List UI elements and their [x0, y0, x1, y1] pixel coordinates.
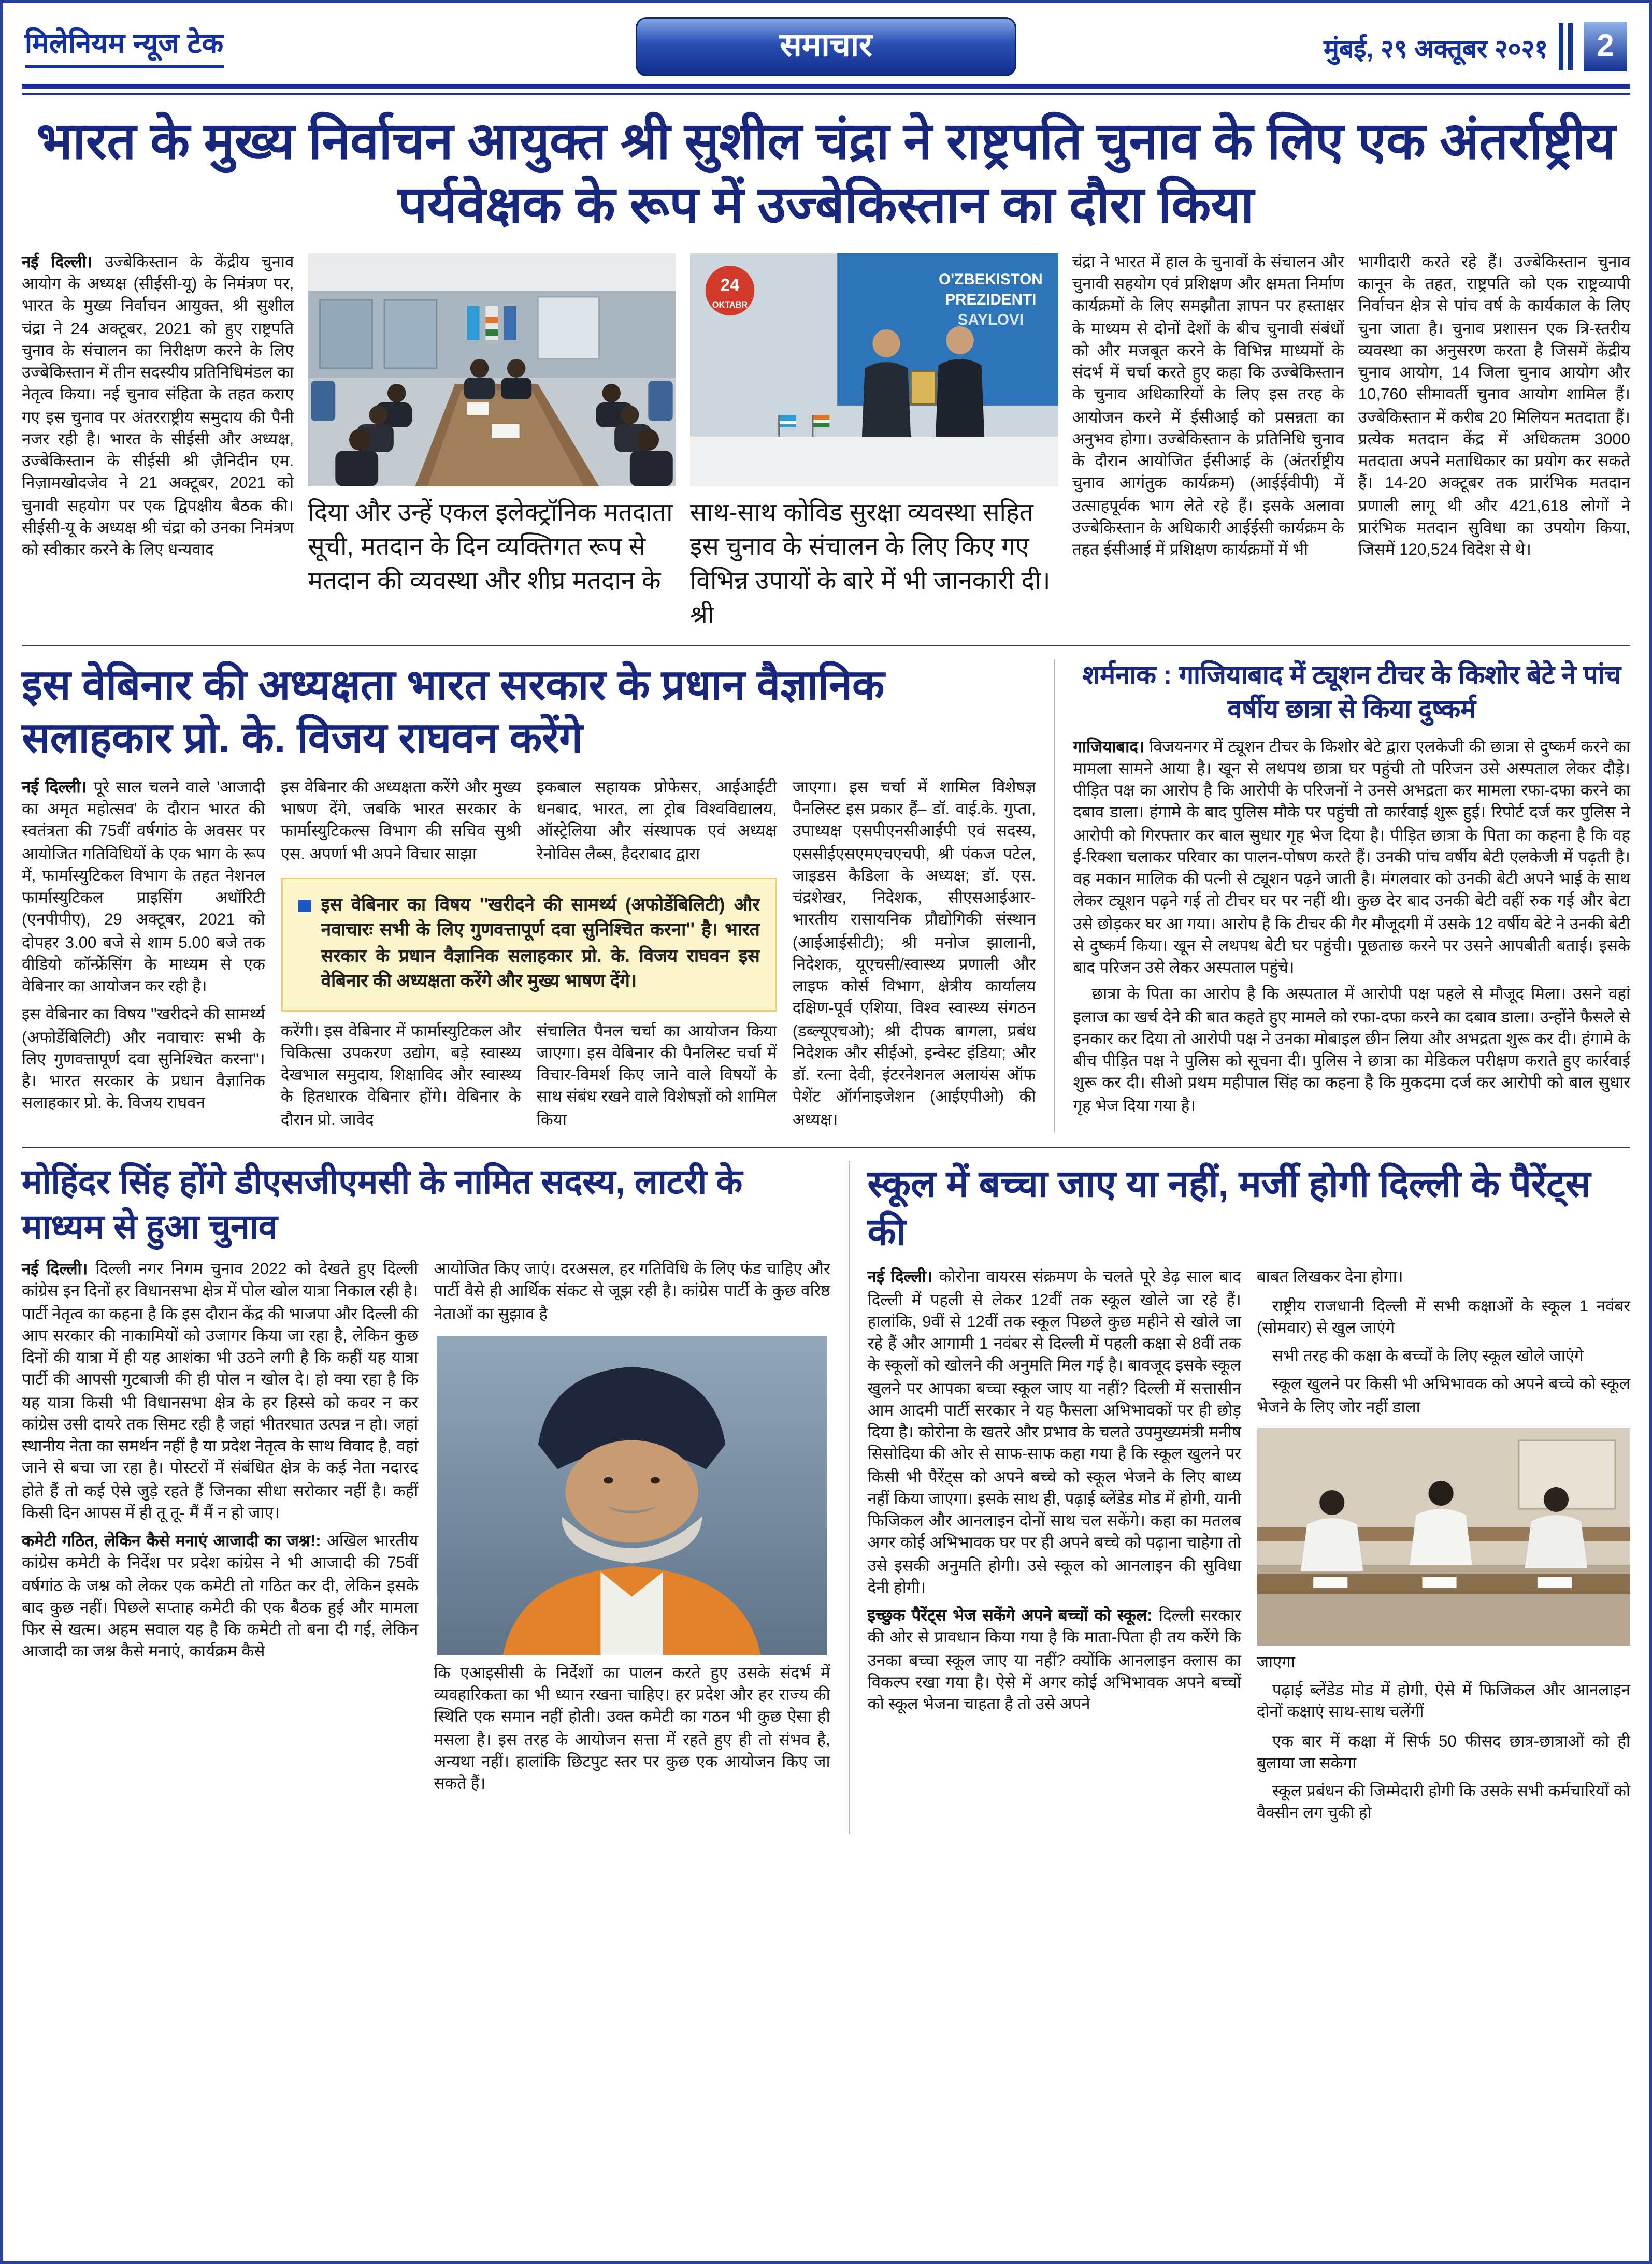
dateline-lead: नई दिल्ली। [22, 1262, 88, 1279]
webinar-col1-body: पूरे साल चलने वाले 'आजादी का अमृत महोत्सव' के दौरान भारत की स्वतंत्रता की 75वीं वर्षगांठ के अवसर पर आयोजित गतिविधियों के एक भाग के रूप में, फार्मास्युटिकल विभाग के तहत नेशनल फार्मास्युटिकल प्राइसिंग अथॉरिटी (एनपीपीए), 29 अक्टूबर, 2021 को दोपहर 3.00 बजे से शाम 5.00 बजे तक वीडियो कॉन्फ्रेंसिंग के माध्यम से एक वेबिनार का आयोजन कर रही है। [22, 780, 265, 997]
lead-col5-text: भागीदारी करते रहे हैं। उज्बेकिस्तान चुनाव कानून के तहत, राष्ट्रपति को एक राष्ट्रव्यापी निर्वाचन क्षेत्र से पांच वर्ष के कार्यकाल के लिए चुना जाता है। चुनाव प्रशासन एक त्रि-स्तरीय व्यवस्था का अनुसरण करता है जिसमें केंद्रीय चुनाव आयोग, 14 जिला चुनाव आयोग और 10,760 सीमावर्ती चुनाव आयोग शामिल हैं। उज्बेकिस्तान में करीब 20 मिलियन मतदाता हैं। प्रत्येक मतदान केंद्र में अधिकतम 3000 मतदाता अपने मताधिकार का प्रयोग कर सकते हैं। 14-20 अक्टूबर तक प्रारंभिक मतदान प्रणाली लागू थी और 421,618 लोगों ने प्रारंभिक मतदान सुविधा का उपयोग किया, जिसमें 120,524 विदेश से थे। [1358, 254, 1630, 560]
photo-sikh-leader-image [437, 1336, 827, 1655]
lead-columns [22, 253, 1630, 630]
page-header [22, 12, 1630, 84]
sub-lead: कमेटी गठित, लेकिन कैसे मनाएं आजादी का जश्न!: [22, 1534, 321, 1551]
section-badge: समाचार [635, 17, 1017, 76]
school-point: स्कूल प्रबंधन की जिम्मेदारी होगी कि उसके सभी कर्मचारियों को वैक्सीन लग चुकी हो [1256, 1784, 1630, 1824]
badge-day: 24 [720, 275, 739, 294]
lead-col1-text [22, 253, 294, 563]
sub-lead: इच्छुक पैरेंट्स भेज सकेंगे अपने बच्चों को स्कूल: [867, 1608, 1153, 1626]
webinar-headline: इस वेबिनार की अध्यक्षता भारत सरकार के प्रधान वैज्ञानिक सलाहकार प्रो. के. विजय राघवन करेंगे [22, 661, 885, 762]
edition-dateline: मुंबई, २९ अक्तूबर २०२१ [1324, 35, 1548, 63]
lead-col-5 [1358, 253, 1630, 630]
webinar-col-1 [22, 778, 265, 1133]
section-divider-1 [22, 644, 1630, 646]
webinar-article [22, 658, 1036, 1132]
highlight-box [281, 878, 777, 1011]
school-point: राष्ट्रीय राजधानी दिल्ली में सभी कक्षाओं के स्कूल 1 नवंबर (सोमवार) से खुल जाएंगे [1256, 1298, 1630, 1338]
school-point: स्कूल खुलने पर किसी भी अभिभावक को अपने बच्चे को स्कूल भेजने के लिए जोर नहीं डाला [1256, 1377, 1630, 1417]
webinar-col-4 [793, 778, 1036, 1133]
dsgmc-col1-text [22, 1260, 418, 1526]
dsgmc-headline: मोहिंदर सिंह होंगे डीएसजीएमसी के नामित सदस्य, लाटरी के माध्यम से हुआ चुनाव [22, 1162, 743, 1246]
dsgmc-columns [22, 1260, 830, 1797]
photo-classroom-image [1257, 1428, 1630, 1646]
dsgmc-col1-body: दिल्ली नगर निगम चुनाव 2022 को देखते हुए दिल्ली कांग्रेस इन दिनों हर विधानसभा क्षेत्र में पोल खोल यात्रा निकाल रही है। पार्टी नेतृत्व का कहना है कि इस दौरान केंद्र की भाजपा और दिल्ली की आप सरकार की नाकामियों को उजागर किया जा रहा है, लेकिन कुछ दिनों की यात्रा में ही यह आशंका भी उठने लगी है कि कहीं यह यात्रा पार्टी की आपसी गुटबाजी की ही पोल न खोल दे। हो क्या रहा है कि यह यात्रा किसी भी विधानसभा क्षेत्र के हर हिस्से को कवर न कर कांग्रेस उसी दायरे तक सिमट रही है जहां भीतरघात उत्पन्न न हो। जहां स्थानीय नेता का समर्थन नहीं है या प्रदेश नेतृत्व के साथ विवाद है, वहां जाने से बचा जा रहा है। पोस्टरों में संबंधित क्षेत्र के कई नेता नदारद होते हैं तो कई ऐसे जुड़े रहते हैं जिनका सीधा सरोकार नहीं है। कहीं किसी दिन आपस में ही तू तू- मैं मैं न हो जाए। [22, 1262, 419, 1523]
backdrop-line1: O'ZBEKISTON [938, 270, 1043, 288]
dateline-lead: नई दिल्ली। [22, 254, 93, 272]
dateline-lead: नई दिल्ली। [867, 1270, 932, 1288]
school-col1b-text [868, 1607, 1241, 1718]
photo2-caption: साथ-साथ कोविड सुरक्षा व्यवस्था सहित इस चुनाव के संचालन के लिए किए गए विभिन्न उपायों के बारे में भी जानकारी दी। श्री [689, 500, 1051, 629]
school-col1b-body: दिल्ली सरकार की ओर से प्रावधान किया गया है कि माता-पिता ही तय करेंगे कि उनका बच्चा स्कूल जाए या नहीं? क्योंकि आनलाइन क्लास का विकल्प रखा गया है। ऐसे में अगर कोई अभिभावक अपने बच्चों को स्कूल भेजना चाहता है तो उसे अपने [867, 1608, 1241, 1714]
dsgmc-col2-bottom: कि एआइसीसी के निर्देशों का पालन करते हुए उसके संदर्भ में व्यवहारिकता का भी ध्यान रखना चाहिए। हर प्रदेश और हर राज्य की स्थिति एक समान नहीं होती। उक्त कमेटी का गठन भी कुछ ऐसा ही मसला है। इस तरह के आयोजन सत्ता में रहते हुए ही तो संभव है, अन्यथा नहीं। हालांकि छिटपुट स्तर पर कुछ एक आयोजन किए जा सकते हैं। [434, 1665, 830, 1794]
photo-classroom [1257, 1428, 1630, 1646]
school-point: बाबत लिखकर देना होगा। [1256, 1270, 1403, 1288]
school-col-1 [868, 1268, 1241, 1833]
lead-col4-text: चंद्रा ने भारत में हाल के चुनावों के संचालन और चुनावी सहयोग एवं प्रशिक्षण और क्षमता निर्माण कार्यक्रमों के लिए समझौता ज्ञापन पर हस्ताक्षर के माध्यम से दोनों देशों के बीच चुनावी संबंधों को और मजबूत करने के विभिन्न माध्यमों के संदर्भ में चर्चा करते हुए कहा कि उज्बेकिस्तान के चुनाव अधिकारियों के लिए इस तरह के आयोजन करने में ईसीआई को प्रसन्नता का अनुभव होगा। उज्बेकिस्तान के प्रतिनिधि चुनाव के दौरान आयोजित ईसीआई के (अंतर्राष्ट्रीय चुनाव आगंतुक कार्यक्रम) (आईईवीपी) में उत्साहपूर्वक भाग लेते रहे हैं। इसके अलावा उज्बेकिस्तान के अधिकारी आईईसी कार्यक्रम के तहत ईसीआई में प्रशिक्षण कार्यक्रमों में भी [1072, 254, 1344, 560]
photo-award-exchange [690, 253, 1058, 630]
photo1-caption: दिया और उन्हें एकल इलेक्ट्रॉनिक मतदाता सूची, मतदान के दिन व्यक्तिगत रूप से मतदान की व्यवस्था और शीघ्र मतदान के [308, 500, 673, 595]
school-col1-text [868, 1268, 1241, 1600]
crime-para1 [1073, 738, 1630, 981]
dsgmc-col-2 [434, 1260, 830, 1797]
school-point: पढ़ाई ब्लेंडेड मोड में होगी, ऐसे में फिजिकल और आनलाइन दोनों कक्षाएं साथ-साथ चलेंगीं [1256, 1683, 1630, 1723]
webinar-row-top [281, 778, 777, 867]
school-col-2 [1257, 1268, 1630, 1833]
school-headline: स्कूल में बच्चा जाए या नहीं, मर्जी होगी दिल्ली के पैरेंट्स की [867, 1163, 1591, 1254]
webinar-col1-text [22, 778, 265, 1000]
webinar-col1b-text: इस वेबिनार का विषय ''खरीदने की सामर्थ्य (अफोर्डेबिलिटी) और नवाचारः सभी के लिए गुणवत्तापूर्ण दवा सुनिश्चित करना''। है। भारत सरकार के प्रधान वैज्ञानिक सलाहकार प्रो. के. विजय राघवन [22, 1007, 265, 1114]
dsgmc-col1b-body: अखिल भारतीय कांग्रेस कमेटी के निर्देश पर प्रदेश कांग्रेस ने भी आजादी की 75वीं वर्षगांठ के जश्न को लेकर एक कमेटी तो गठित कर दी, लेकिन इसके बाद कुछ नहीं। पिछले सप्ताह कमेटी की एक बैठक हुई और मामला फिर से खत्म। अहम सवाल यह है कि कमेटी तो बना दी गई, लेकिन आजादी का जश्न कैसे मनाएं, कार्यक्रम कैसे [22, 1534, 419, 1662]
divider-bars-icon [1559, 23, 1573, 70]
section-divider-2 [22, 1147, 1630, 1148]
lead-headline: भारत के मुख्य निर्वाचन आयुक्त श्री सुशील चंद्रा ने राष्ट्रपति चुनाव के लिए एक अंतर्राष्ट्रीय पर्यवेक्षक के रूप में उज्बेकिस्तान का दौरा किया [36, 112, 1616, 233]
lead-col-1 [22, 253, 294, 630]
masthead: मिलेनियम न्यूज टेक [25, 25, 224, 68]
crime-para1-body: विजयनगर में ट्यूशन टीचर के किशोर बेटे द्वारा एलकेजी की छात्रा से दुष्कर्म करने का मामला सामने आया है। खून से लथपथ छात्रा घर पहुंची तो परिजन उसे अस्पताल लेकर दौड़े। पीड़ित पक्ष का आरोप है कि आरोपी के परिजनों ने उनसे अभद्रता कर मामला रफा-दफा करने का दबाव डाला। हंगामे के बाद पुलिस मौके पर पहुंची तो कार्रवाई शुरू हुई। रिपोर्ट दर्ज कर पुलिस ने आरोपी को गिरफ्तार कर बाल सुधार गृह भेज दिया है। पीड़ित छात्रा के पिता का कहना है कि वह ई-रिक्शा चलाकर परिवार का पालन-पोषण करते हैं। उनकी पांच वर्षीय बेटी एलकेजी में पढ़ती है। वह मकान मालिक की पत्नी से ट्यूशन पढ़ने जाती है। मंगलवार को उनकी बेटी अपने भाई के साथ लेकर ट्यूशन पढ़ने गई तो टीचर घर पर नहीं थी। कुछ देर बाद उनकी बेटी वहीं रुक गई और बेटा उसे छोड़कर घर आ गया। आरोप है कि टीचर की गैर मौजूदगी में उसके 12 वर्षीय बेटे ने उनकी बेटी से दुष्कर्म किया। खून से लथपथ बेटी घर पहुंची। पूछताछ करने पर उसने आपबीती बताई। इसके बाद परिजन उसे लेकर अस्पताल पहुंचे। [1073, 739, 1630, 978]
crime-para2: छात्रा के पिता का आरोप है कि अस्पताल में आरोपी पक्ष पहले से मौजूद मिला। उसने वहां इलाज का खर्च देने की बात कहते हुए मामले को रफा-दफा करने का दबाव डाला। उन्होंने फैसले से इनकार कर दिया तो आरोपी पक्ष ने उनका मोबाइल छीन लिया और अभद्रता शुरू कर दी। हंगामे के बीच पीड़ित पक्ष ने पुलिस को सूचना दी। पुलिस ने छात्रा का मेडिकल परीक्षण कराते हुए कार्रवाई शुरू कर दी। सीओ प्रथम महीपाल सिंह का कहना है कि मुकदमा दर्ज कर आरोपी को बाल सुधार गृह भेज दिया गया है। [1073, 987, 1630, 1115]
dsgmc-col2-top: आयोजित किए जाएं। दरअसल, हर गतिविधि के लिए फंड चाहिए और पार्टी वैसे ही आर्थिक संकट से जूझ रही है। कांग्रेस पार्टी के कुछ वरिष्ठ नेताओं का सुझाव है [434, 1262, 830, 1323]
school-article [849, 1161, 1630, 1833]
webinar-row-bottom [281, 1022, 777, 1133]
dateline-lead: नई दिल्ली। [22, 780, 87, 797]
header-left [25, 25, 635, 68]
webinar-col2-bottom: करेंगी। इस वेबिनार में फार्मास्युटिकल और चिकित्सा उपकरण उद्योग, बड़े स्वास्थ्य देखभाल समुदाय, शिक्षाविद और स्वास्थ्य के हितधारक वेबिनार होंगे। वेबिनार के दौरान प्रो. जावेद [280, 1023, 521, 1130]
school-point: जाएगा [1256, 1654, 1295, 1672]
backdrop-line3: SAYLOVI [957, 311, 1024, 328]
page-number: 2 [1584, 22, 1627, 71]
dsgmc-col-1 [22, 1260, 418, 1797]
dsgmc-col1b-text [22, 1532, 418, 1665]
school-columns [868, 1268, 1630, 1833]
webinar-middle [281, 778, 777, 1133]
photo-conference-image [308, 253, 676, 486]
bullet-icon [298, 900, 310, 912]
dsgmc-article [22, 1161, 830, 1833]
header-rule [22, 84, 1630, 95]
dateline-lead: गाजियाबाद। [1073, 739, 1144, 756]
header-right [1017, 22, 1627, 71]
school-point: एक बार में कक्षा में सिर्फ 50 फीसद छात्र-छात्राओं को ही बुलाया जा सकेगा [1256, 1733, 1630, 1773]
highlight-text: इस वेबिनार का विषय ''खरीदने की सामर्थ्य (अफोर्डेबिलिटी) और नवाचारः सभी के लिए गुणवत्तापूर्ण दवा सुनिश्चित करना'' है। भारत सरकार के प्रधान वैज्ञानिक सलाहकार प्रो. के. विजय राघवन इस वेबिनार की अध्यक्षता करेंगे और मुख्य भाषण देंगे। [321, 895, 760, 992]
webinar-col3-bottom: संचालित पैनल चर्चा का आयोजन किया जाएगा। इस वेबिनार की पैनलिस्ट चर्चा में विचार-विमर्श किए जाने वाले विषयों के साथ संबंध रखने वाले विशेषज्ञों को शामिल किया [536, 1023, 777, 1130]
webinar-col3-top: इकबाल सहायक प्रोफेसर, आईआईटी धनबाद, भारत, ला ट्रोब विश्वविद्यालय, ऑस्ट्रेलिया और संस्थापक एवं अध्यक्ष रेनोविस लैब्स, हैदराबाद द्वारा [536, 780, 777, 863]
bottom-section [22, 1161, 1630, 1833]
school-col1-body: कोरोना वायरस संक्रमण के चलते पूरे डेढ़ साल बाद दिल्ली में पहली से लेकर 12वीं तक स्कूल खोले जा रहे हैं। हालांकि, 9वीं से 12वीं तक स्कूल पिछले कुछ महीने से खोले जा रहे हैं और आगामी 1 नवंबर से दिल्ली में पहली कक्षा से 8वीं तक के स्कूलों को खोलने की अनुमति मिल गई है। बावजूद इसके स्कूल खुलने पर आपका बच्चा स्कूल जाए या नहीं? दिल्ली में सत्तासीन आम आदमी पार्टी सरकार ने यह फैसला अभिभावकों पर ही छोड़ दिया है। कोरोना के खतरे और प्रभाव के चलते उपमुख्यमंत्री मनीष सिसोदिया की ओर से साफ-साफ कहा गया है कि स्कूल खुलने पर किसी भी पैरेंट्स को अपने बच्चे को स्कूल भेजने के लिए बाध्य नहीं किया जाएगा। इसके साथ ही, पढ़ाई ब्लेंडेड मोड में होगी, यानी फिजिकल और आनलाइन दोनों साथ चल सकेंगे। कहा का मतलब अगर कोई अभिभावक घर पर ही अपने बच्चे को पढ़ाना चाहेगा तो उसे इसकी अनुमति होगी। उसे स्कूल को आनलाइन की सुविधा देनी होगी। [867, 1270, 1241, 1597]
crime-article [1054, 658, 1630, 1132]
crime-headline: शर्मनाक : गाजियाबाद में ट्यूशन टीचर के किशोर बेटे ने पांच वर्षीय छात्रा से किया दुष्कर्म [1082, 660, 1621, 724]
webinar-columns [22, 778, 1036, 1133]
middle-section [22, 658, 1630, 1132]
lead-article [22, 95, 1630, 630]
webinar-col2-top: इस वेबिनार की अध्यक्षता करेंगे और मुख्य भाषण देंगे, जबकि भारत सरकार के फार्मास्युटिकल्स विभाग की सचिव सुश्री एस. अपर्णा भी अपने विचार साझा [280, 780, 521, 863]
lead-col-4 [1072, 253, 1344, 630]
backdrop-line2: PREZIDENTI [945, 291, 1037, 308]
lead-col1-body: उज्बेकिस्तान के केंद्रीय चुनाव आयोग के अध्यक्ष (सीईसी-यू) के निमंत्रण पर, भारत के मुख्य निर्वाचन आयुक्त, श्री सुशील चंद्रा ने 24 अक्टूबर, 2021 को हुए राष्ट्रपति चुनाव के संचालन का निरीक्षण करने के लिए उज्बेकिस्तान में तीन सदस्यीय प्रतिनिधिमंडल का नेतृत्व किया। नई चुनाव संहिता के तहत कराए गए इस चुनाव पर अंतरराष्ट्रीय समुदाय की पैनी नजर रही है। भारत के सीईसी और अध्यक्ष, उज्बेकिस्तान के सीईसी श्री ज़ैनिदीन एम. निज़ामखोदजेव ने 21 अक्टूबर, 2021 को चुनावी सहयोग पर एक द्विपक्षीय बैठक की। सीईसी-यू के अध्यक्ष श्री चंद्रा को उनका निमंत्रण को स्वीकार करने के लिए धन्यवाद [22, 254, 294, 560]
photo-conference [308, 253, 676, 630]
photo-sikh-leader [437, 1336, 827, 1655]
school-point: सभी तरह की कक्षा के बच्चों के लिए स्कूल खोले जाएंगे [1272, 1349, 1584, 1366]
photo-award-exchange-image [690, 253, 1058, 486]
badge-month: OKTABR [712, 300, 748, 310]
webinar-col4-text: जाएगा। इस चर्चा में शामिल विशेषज्ञ पैनलिस्ट इस प्रकार हैं– डॉ. वाई.के. गुप्ता, उपाध्यक्ष एसपीएनसीआईपी एवं सदस्य, एससीईएसएमएचएचपी, श्री पंकज पटेल, जाइडस कैडिला के अध्यक्ष; डॉ. एस. चंद्रशेखर, निदेशक, सीएसआईआर-भारतीय रासायनिक प्रौद्योगिकी संस्थान (आईआईसीटी); श्री मनोज झालानी, निदेशक, यूएचसी/स्वास्थ्य प्रणाली और लाइफ कोर्स विभाग, क्षेत्रीय कार्यालय दक्षिण-पूर्व एशिया, विश्व स्वास्थ्य संगठन (डब्ल्यूएचओ); श्री दीपक बागला, प्रबंध निदेशक और सीईओ, इन्वेस्ट इंडिया; और डॉ. रत्ना देवी, इंटरनेशनल अलायंस ऑफ पेशेंट ऑर्गनाइजेशन (आईएपीओ) की अध्यक्ष। [792, 780, 1036, 1129]
